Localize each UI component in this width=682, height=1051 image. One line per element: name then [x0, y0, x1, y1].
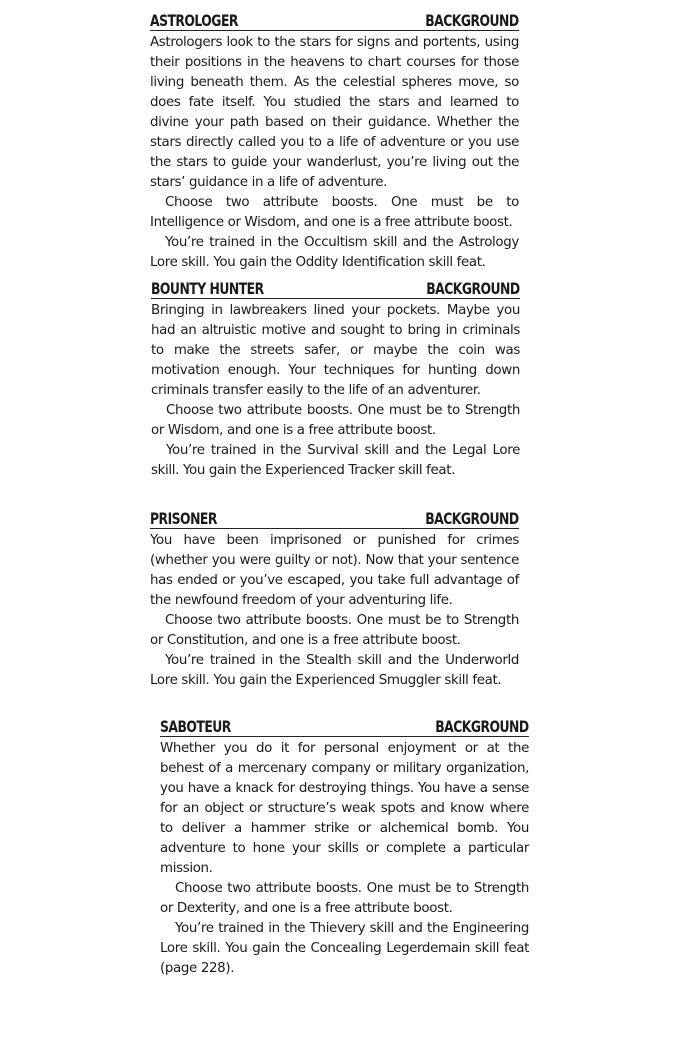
background-entry-bounty-hunter [151, 277, 520, 481]
entry-title: ASTROLOGER [150, 11, 238, 30]
entry-description: Whether you do it for personal enjoyment or at the behest of a mercenary company or military organization, you have a knack for destroying things. You have a sense for an object or structure’s weak spots and know where to deliver a hammer strike or alchemical bomb. You adventure to hone your skills or complete a particular mission. [160, 741, 529, 876]
entry-description: Astrologers look to the stars for signs and portents, using their positions in the heavens to chart courses for those living beneath them. As the celestial spheres move, so does fate itself. You studied the stars and learned to divine your path based on their guidance. Whether the stars directly called you to a life of adventure or you use the stars to guide your wanderlust, you’re living out the stars’ guidance in a life of adventure. [150, 35, 519, 190]
entry-description: You have been imprisoned or punished for crimes (whether you were guilty or not). Now that your sentence has ended or you’ve escaped, you take full advantage of the newfound freedom of your adventuring life. [150, 533, 519, 608]
entry-training: You’re trained in the Stealth skill and the Underworld Lore skill. You gain the Experienced Smuggler skill feat. [150, 653, 519, 688]
background-entry-prisoner [150, 507, 519, 691]
entry-description: Bringing in lawbreakers lined your pockets. Maybe you had an altruistic motive and sought to bring in criminals to make the streets safer, or maybe the coin was motivation enough. Your techniques for hunting down criminals transfer easily to the life of an adventurer. [151, 303, 520, 398]
entry-type: BACKGROUND [426, 279, 520, 298]
entry-training: You’re trained in the Survival skill and the Legal Lore skill. You gain the Experienced Tracker skill feat. [151, 443, 520, 478]
entry-header [151, 277, 520, 299]
entry-boosts: Choose two attribute boosts. One must be to Strength or Constitution, and one is a free attribute boost. [150, 613, 519, 648]
entry-boosts: Choose two attribute boosts. One must be to Intelligence or Wisdom, and one is a free attribute boost. [150, 195, 519, 230]
entry-header [150, 507, 519, 529]
entry-title: BOUNTY HUNTER [151, 279, 264, 298]
entry-training: You’re trained in the Occultism skill and the Astrology Lore skill. You gain the Oddity Identification skill feat. [150, 235, 519, 270]
entry-training: You’re trained in the Thievery skill and the Engineering Lore skill. You gain the Concealing Legerdemain skill feat (page 228). [160, 921, 529, 976]
entry-boosts: Choose two attribute boosts. One must be to Strength or Dexterity, and one is a free attribute boost. [160, 881, 529, 916]
entry-type: BACKGROUND [425, 11, 519, 30]
background-entry-astrologer [150, 9, 519, 273]
entry-header [150, 9, 519, 31]
entry-boosts: Choose two attribute boosts. One must be to Strength or Wisdom, and one is a free attribute boost. [151, 403, 520, 438]
entry-title: PRISONER [150, 509, 217, 528]
entry-type: BACKGROUND [435, 717, 529, 736]
entry-type: BACKGROUND [425, 509, 519, 528]
entry-title: SABOTEUR [160, 717, 231, 736]
background-entry-saboteur [160, 715, 529, 979]
entry-header [160, 715, 529, 737]
